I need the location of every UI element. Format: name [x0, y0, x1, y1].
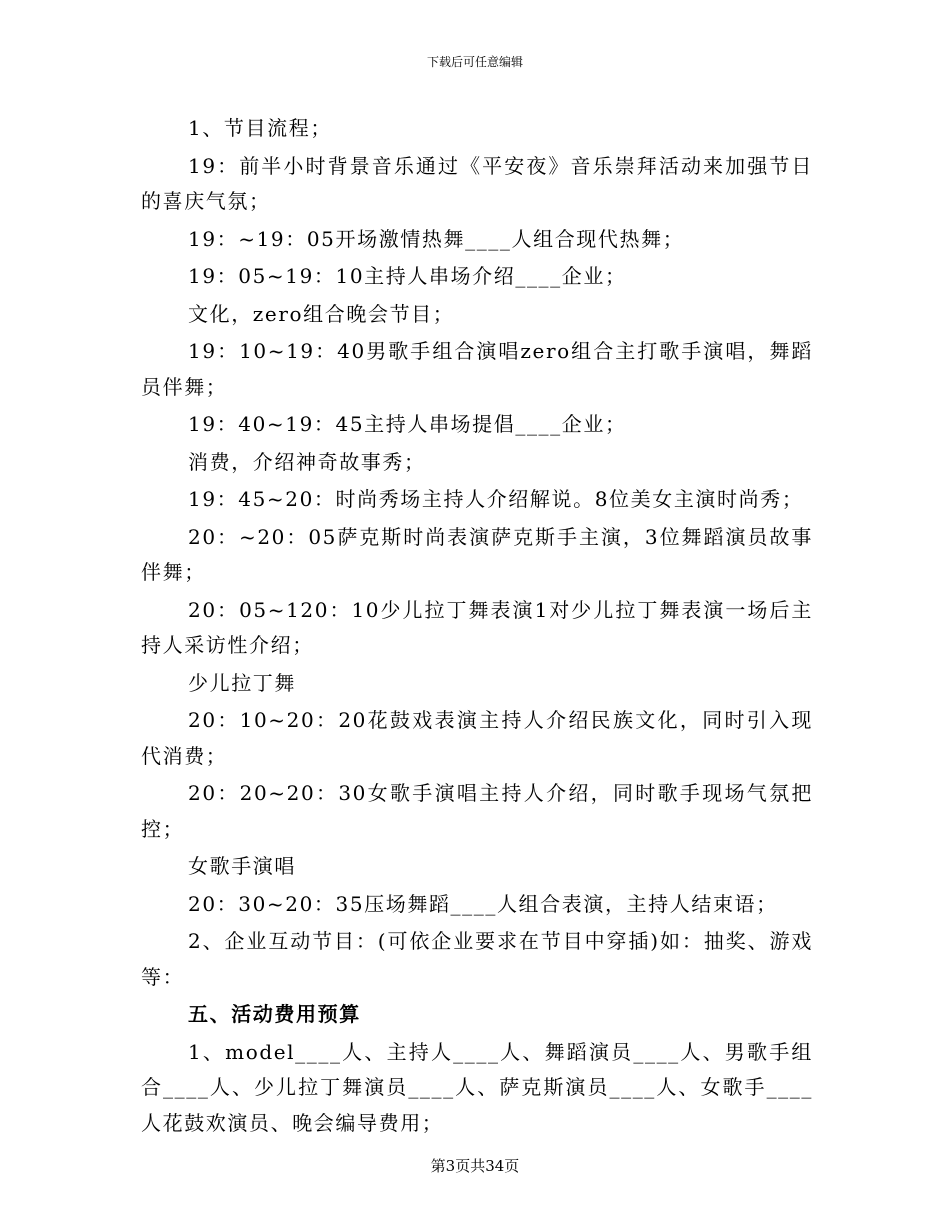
- paragraph-enterprise-interaction: 2、企业互动节目：(可依企业要求在节目中穿插)如：抽奖、游戏等：: [141, 929, 813, 989]
- section-heading-budget: 五、活动费用预算: [188, 1002, 361, 1026]
- page-number: 第3页共34页: [430, 1157, 520, 1175]
- paragraph-item: 少儿拉丁舞: [188, 670, 296, 695]
- paragraph-budget-item: 1、model____人、主持人____人、舞蹈演员____人、男歌手组合____人、少儿拉丁舞演员____人、萨克斯演员____人、女歌手____人花鼓欢演员、晚会编导费用；: [141, 1039, 813, 1135]
- document-body: [141, 111, 813, 1143]
- paragraph-item: 20：20~20：30女歌手演唱主持人介绍，同时歌手现场气氛把控；: [141, 781, 813, 841]
- paragraph-item: 女歌手演唱: [188, 854, 296, 878]
- paragraph-item: 19：10~19：40男歌手组合演唱zero组合主打歌手演唱，舞蹈员伴舞；: [141, 339, 813, 399]
- paragraph-item: 文化，zero组合晚会节目；: [188, 301, 455, 326]
- paragraph-item: 19：05~19：10主持人串场介绍____企业；: [188, 264, 627, 288]
- paragraph-item: 19：45~20：时尚秀场主持人介绍解说。8位美女主演时尚秀；: [188, 487, 804, 511]
- paragraph-item: 20：10~20：20花鼓戏表演主持人介绍民族文化，同时引入现代消费；: [141, 708, 813, 768]
- paragraph-item: 19：~19：05开场激情热舞____人组合现代热舞；: [188, 226, 685, 251]
- paragraph-item: 20：~20：05萨克斯时尚表演萨克斯手主演，3位舞蹈演员故事伴舞；: [141, 524, 813, 584]
- paragraph-program-flow: 1、节目流程；: [188, 116, 332, 140]
- paragraph-item: 消费，介绍神奇故事秀；: [188, 449, 426, 474]
- paragraph-item: 20：30~20：35压场舞蹈____人组合表演，主持人结束语；: [188, 891, 778, 916]
- paragraph-item: 20：05~120：10少儿拉丁舞表演1对少儿拉丁舞表演一场后主持人采访性介绍；: [141, 597, 813, 657]
- paragraph-item: 19：40~19：45主持人串场提倡____企业；: [188, 412, 627, 436]
- paragraph-item: 19：前半小时背景音乐通过《平安夜》音乐崇拜活动来加强节日的喜庆气氛；: [141, 153, 813, 213]
- page-header: 下载后可任意编辑: [426, 55, 523, 69]
